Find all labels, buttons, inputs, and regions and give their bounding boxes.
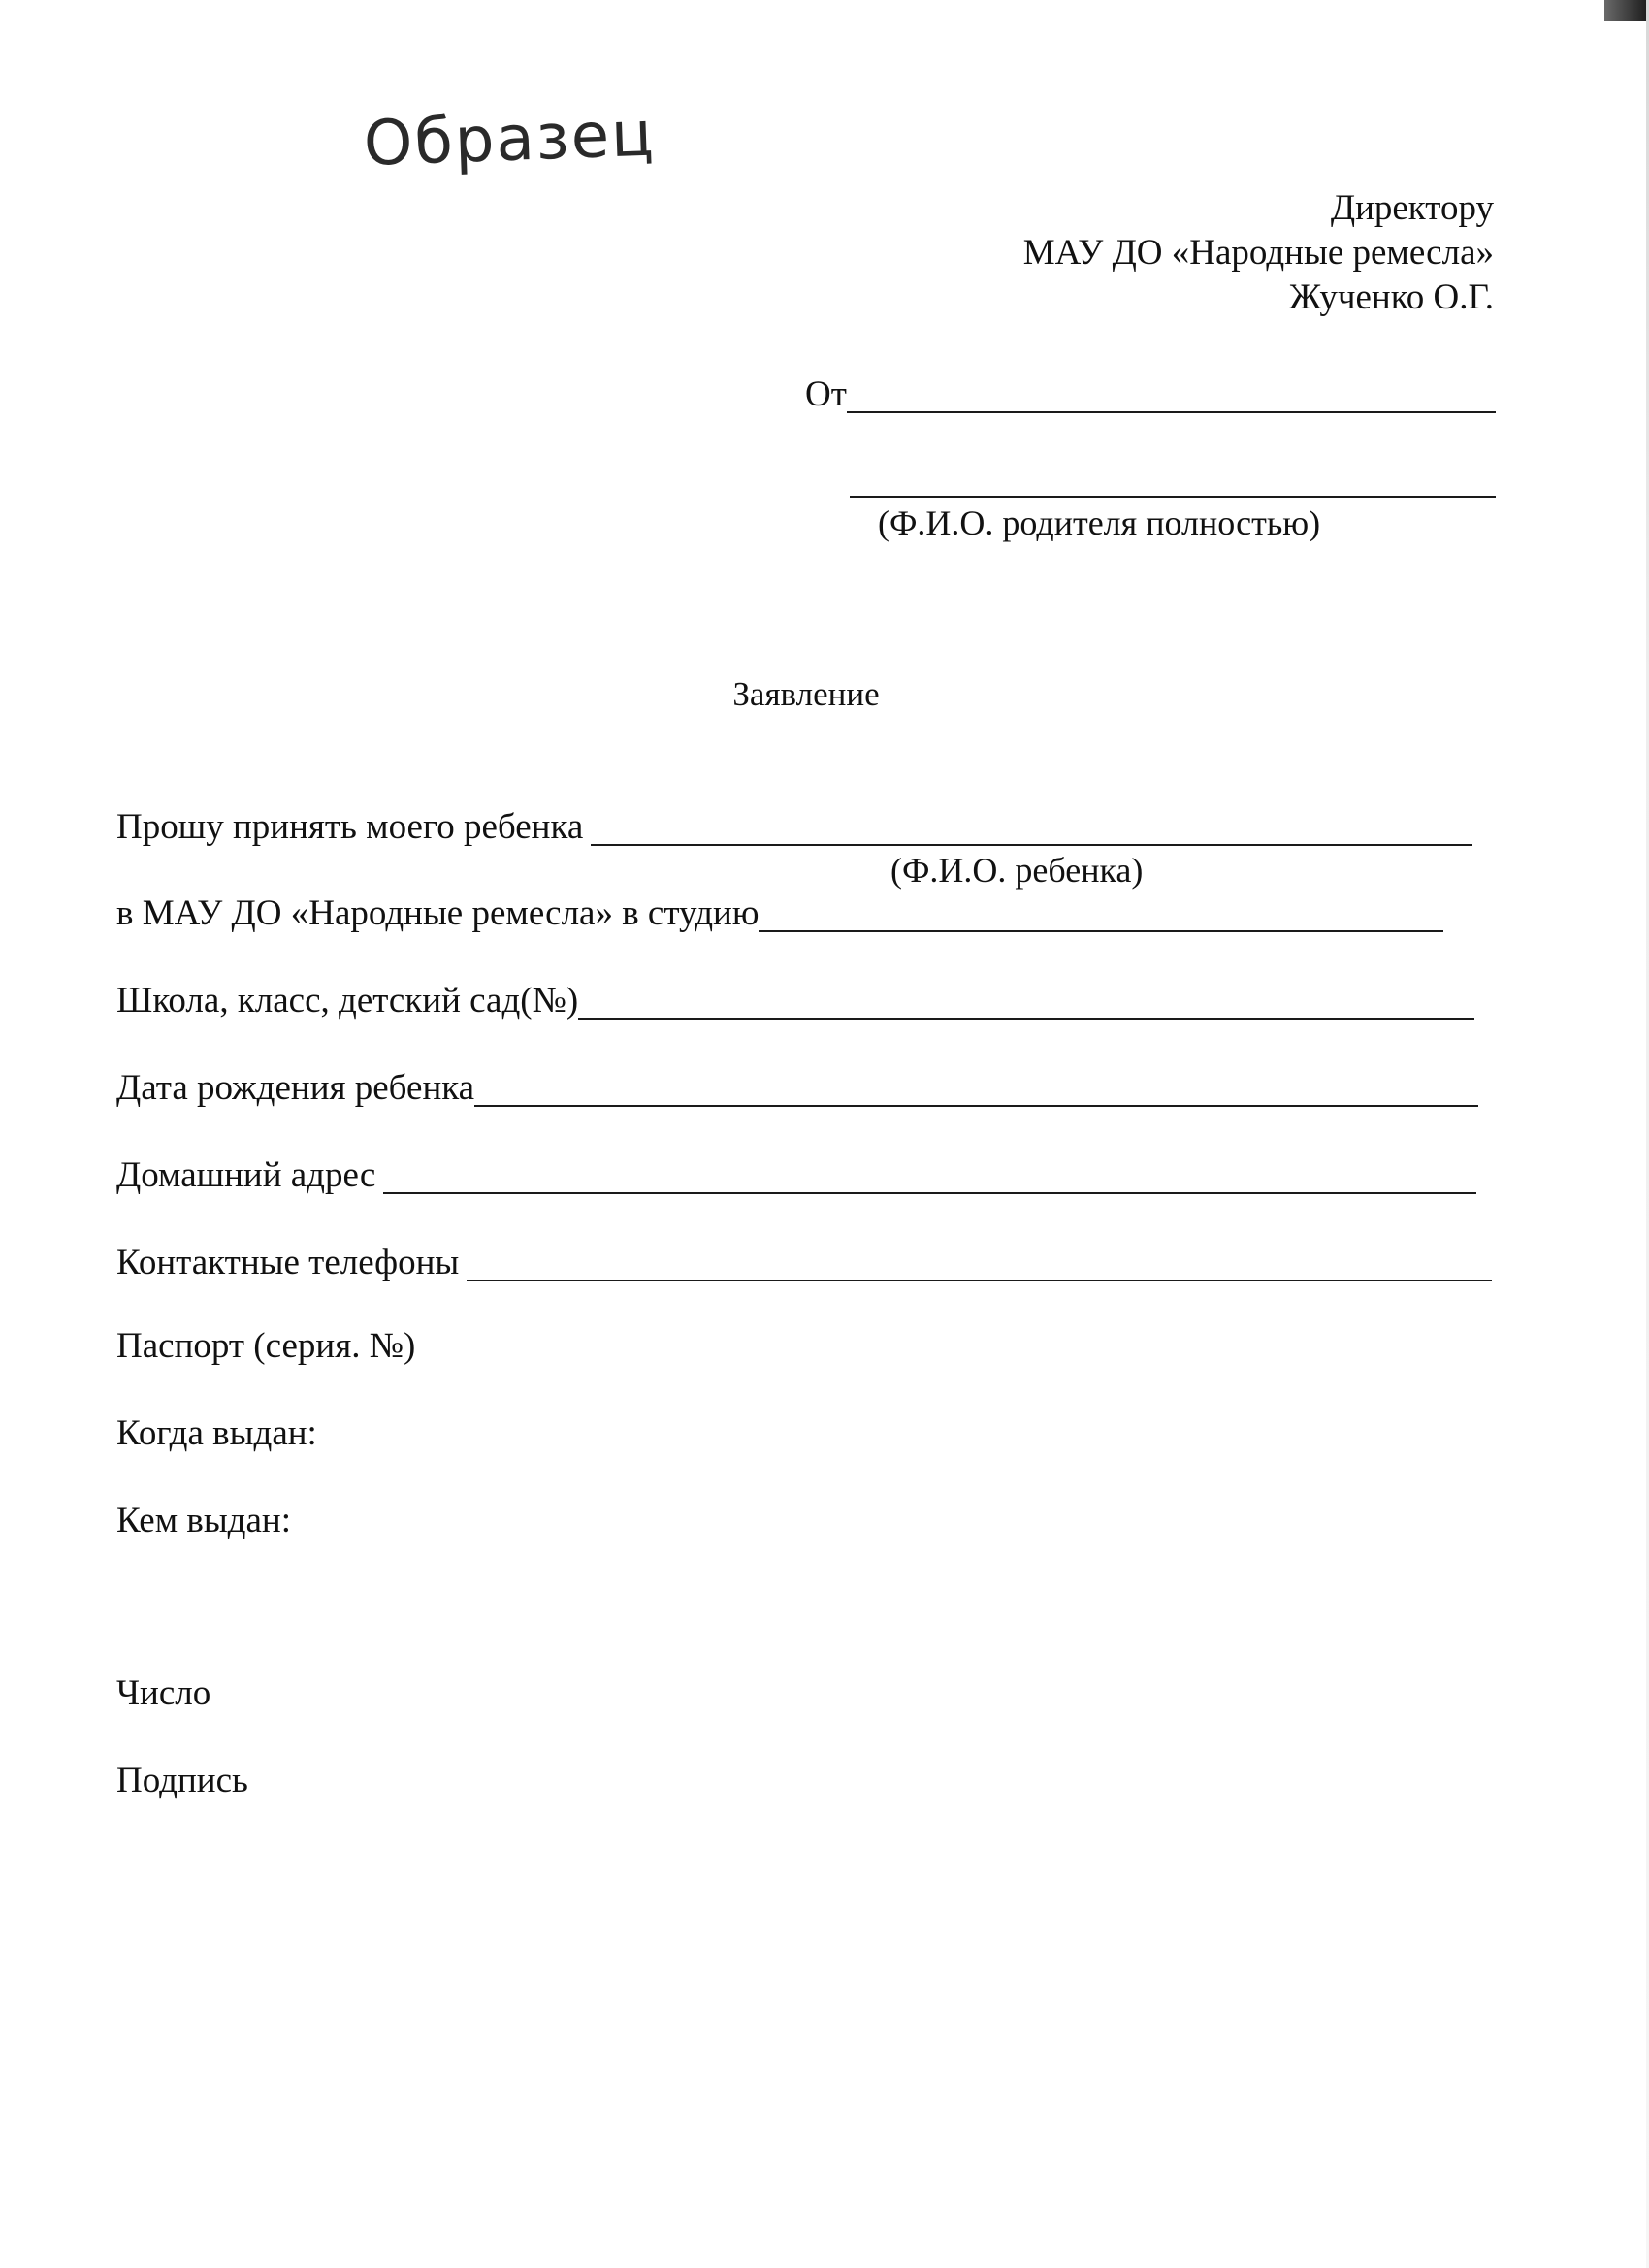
addressee-organization: МАУ ДО «Народные ремесла» [1022,233,1494,273]
child-name-field [116,801,1472,850]
document-title: Заявление [732,675,880,713]
date-label: Число [116,1673,211,1713]
from-fill-line[interactable] [847,374,1496,413]
school-fill-line[interactable] [578,981,1474,1020]
addressee-block [1023,186,1494,320]
address-fill-line[interactable] [383,1155,1476,1194]
issued-by-label: Кем выдан: [116,1501,292,1540]
studio-field [116,888,1443,936]
studio-fill-line[interactable] [759,893,1443,932]
child-name-label: Прошу принять моего ребенка [116,807,584,847]
birth-date-field [116,1062,1478,1111]
from-fill-line-2[interactable] [850,496,1496,498]
issued-when-label: Когда выдан: [116,1413,317,1453]
phones-label: Контактные телефоны [116,1243,460,1282]
parent-name-caption: (Ф.И.О. родителя полностью) [878,503,1321,542]
school-label: Школа, класс, детский сад(№) [116,981,579,1021]
addressee-name: Жученко О.Г. [1289,277,1494,317]
school-field [116,975,1474,1023]
passport-label: Паспорт (серия. №) [116,1326,416,1366]
handwritten-sample-note: Образец [362,98,657,180]
addressee-position: Директору [1330,188,1494,228]
signature-label: Подпись [116,1761,248,1800]
from-label: От [805,374,847,414]
from-field [805,369,1496,417]
phones-field [116,1237,1492,1285]
scan-edge-mark [1604,0,1649,21]
child-name-fill-line[interactable] [591,807,1472,846]
phones-fill-line[interactable] [467,1243,1492,1281]
address-field [116,1150,1476,1198]
studio-label: в МАУ ДО «Народные ремесла» в студию [116,893,760,933]
address-label: Домашний адрес [116,1155,376,1195]
child-name-caption: (Ф.И.О. ребенка) [890,851,1144,890]
birth-date-label: Дата рождения ребенка [116,1068,475,1108]
birth-date-fill-line[interactable] [474,1068,1478,1107]
